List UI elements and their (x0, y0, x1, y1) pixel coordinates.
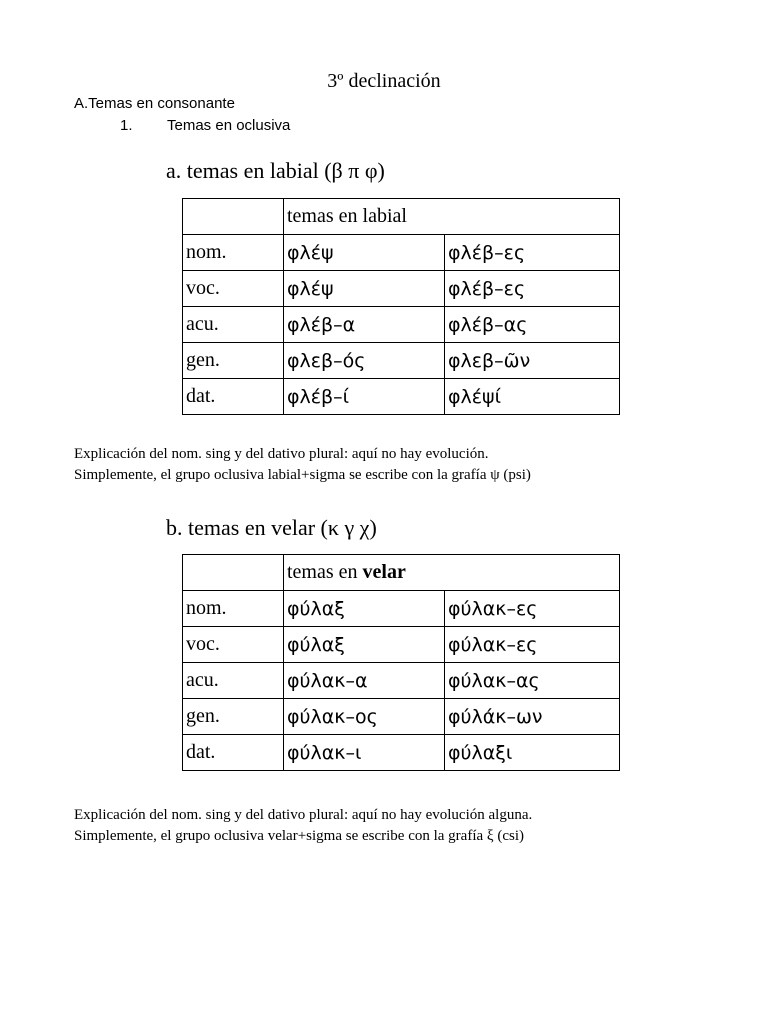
case-cell: dat. (183, 379, 284, 415)
singular-cell: φλεβ–ός (284, 343, 445, 379)
section-heading-1 (120, 117, 290, 134)
table-row (183, 271, 620, 307)
header-bold-text: velar (362, 561, 406, 583)
case-cell: dat. (183, 735, 284, 771)
table-header-row (183, 199, 620, 235)
velar-declension-table (182, 554, 620, 771)
explanation-line: Simplemente, el grupo oclusiva velar+sigma se escribe con la grafía ξ (csi) (74, 828, 524, 844)
singular-cell: φύλακ–ος (284, 699, 445, 735)
section-heading-a: A.Temas en consonante (74, 95, 235, 112)
plural-cell: φύλάκ–ων (445, 699, 620, 735)
case-cell: acu. (183, 663, 284, 699)
labial-explanation (74, 444, 694, 486)
table-header-cell (284, 199, 620, 235)
page-title: 3º declinación (327, 70, 441, 92)
singular-cell: φύλακ–α (284, 663, 445, 699)
table-row (183, 627, 620, 663)
velar-heading: b. temas en velar (κ γ χ) (166, 515, 377, 540)
case-cell: voc. (183, 271, 284, 307)
explanation-line: Explicación del nom. sing y del dativo plural: aquí no hay evolución. (74, 446, 489, 462)
table-header-row (183, 555, 620, 591)
singular-cell: φλέβ–ί (284, 379, 445, 415)
velar-explanation (74, 805, 694, 847)
case-cell: gen. (183, 699, 284, 735)
case-cell: voc. (183, 627, 284, 663)
section-label: Temas en oclusiva (167, 117, 291, 134)
labial-heading: a. temas en labial (β π φ) (166, 158, 385, 183)
plural-cell: φλέβ–ας (445, 307, 620, 343)
section-number: 1. (120, 117, 133, 134)
plural-cell: φύλακ–ες (445, 627, 620, 663)
singular-cell: φλέψ (284, 271, 445, 307)
case-cell: nom. (183, 591, 284, 627)
singular-cell: φύλαξ (284, 627, 445, 663)
table-row (183, 307, 620, 343)
empty-header-cell (183, 555, 284, 591)
plural-cell: φλεβ–ῶν (445, 343, 620, 379)
table-row (183, 343, 620, 379)
explanation-line: Explicación del nom. sing y del dativo plural: aquí no hay evolución alguna. (74, 807, 533, 823)
case-cell: nom. (183, 235, 284, 271)
singular-cell: φύλαξ (284, 591, 445, 627)
labial-declension-table (182, 198, 620, 415)
table-row (183, 379, 620, 415)
plural-cell: φύλαξι (445, 735, 620, 771)
table-header-cell (284, 555, 620, 591)
table-row (183, 591, 620, 627)
plural-cell: φλέβ–ες (445, 235, 620, 271)
table-row (183, 735, 620, 771)
table-row (183, 663, 620, 699)
header-text: temas en labial (287, 205, 407, 227)
singular-cell: φύλακ–ι (284, 735, 445, 771)
empty-header-cell (183, 199, 284, 235)
plural-cell: φύλακ–ες (445, 591, 620, 627)
plural-cell: φλέβ–ες (445, 271, 620, 307)
singular-cell: φλέψ (284, 235, 445, 271)
header-text: temas en (287, 561, 363, 583)
case-cell: gen. (183, 343, 284, 379)
plural-cell: φλέψί (445, 379, 620, 415)
singular-cell: φλέβ–α (284, 307, 445, 343)
plural-cell: φύλακ–ας (445, 663, 620, 699)
case-cell: acu. (183, 307, 284, 343)
table-row (183, 699, 620, 735)
table-row (183, 235, 620, 271)
explanation-line: Simplemente, el grupo oclusiva labial+sigma se escribe con la grafía ψ (psi) (74, 467, 531, 483)
